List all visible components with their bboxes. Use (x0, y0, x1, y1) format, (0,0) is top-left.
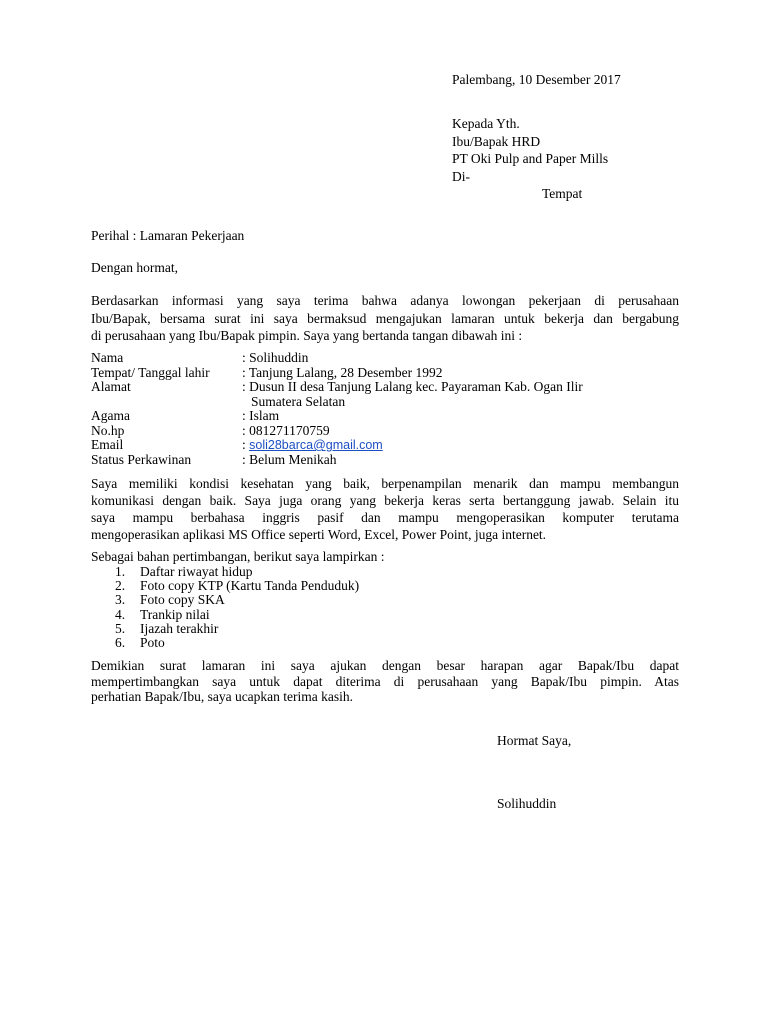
list-item (91, 592, 651, 606)
detail-label: Status Perkawinan (91, 451, 192, 467)
detail-value: : Tanjung Lalang, 28 Desember 1992 (242, 364, 443, 380)
body-paragraph (91, 476, 679, 542)
detail-row (91, 365, 651, 380)
recipient-line: PT Oki Pulp and Paper Mills (452, 151, 609, 166)
email-prefix: : (242, 437, 250, 452)
paragraph-line: mengoperasikan aplikasi MS Office seperti Word, Excel, Power Point, juga internet. (91, 527, 547, 542)
detail-row (91, 379, 651, 394)
recipient-line: Kepada Yth. (452, 116, 520, 131)
detail-label: Agama (91, 408, 130, 423)
attachments-section (91, 549, 651, 649)
detail-value: : 081271170759 (242, 422, 330, 438)
detail-row (91, 437, 651, 452)
detail-row (91, 350, 651, 365)
email-link[interactable]: soli28barca@gmail.com (249, 438, 383, 452)
list-number: 4. (115, 606, 126, 622)
recipient-line: Ibu/Bapak HRD (452, 133, 541, 149)
intro-paragraph (91, 293, 679, 343)
detail-value: : Islam (242, 408, 280, 423)
detail-label: Tempat/ Tanggal lahir (91, 364, 210, 380)
paragraph-line: perhatian Bapak/Ibu, saya ucapkan terima kasih. (91, 689, 354, 704)
attachments-intro: Sebagai bahan pertimbangan, berikut saya lampirkan : (91, 549, 385, 564)
signature-salutation: Hormat Saya, (497, 733, 572, 748)
list-text: Ijazah terakhir (140, 620, 219, 636)
detail-row (91, 408, 651, 423)
list-item (91, 621, 651, 635)
list-number: 5. (115, 620, 126, 636)
personal-details (91, 350, 651, 466)
list-number: 6. (115, 634, 126, 650)
detail-row (91, 452, 651, 467)
list-text: Daftar riwayat hidup (140, 564, 253, 579)
recipient-line: Di- (452, 168, 470, 184)
paragraph-line: Demikian surat lamaran ini saya ajukan dengan besar harapan agar Bapak/Ibu dapat (91, 658, 679, 673)
list-item (91, 578, 651, 592)
subject-line: Perihal : Lamaran Pekerjaan (91, 228, 245, 243)
detail-row (91, 394, 651, 409)
list-item (91, 607, 651, 621)
list-text: Foto copy KTP (Kartu Tanda Penduduk) (140, 578, 360, 594)
list-text: Foto copy SKA (140, 592, 225, 608)
signature-name: Solihuddin (497, 796, 557, 811)
paragraph-line: Berdasarkan informasi yang saya terima bahwa adanya lowongan pekerjaan di perusahaan (91, 293, 679, 308)
detail-label: Nama (91, 350, 124, 365)
paragraph-line: komunikasi dengan baik. Saya juga orang yang bekerja keras serta bertanggung jawab. Selain itu (91, 493, 679, 508)
paragraph-line: Ibu/Bapak, bersama surat ini saya bermaksud mengajukan lamaran untuk bekerja dan bergabung (91, 310, 679, 326)
recipient-place: Tempat (542, 186, 583, 201)
detail-label: No.hp (91, 422, 125, 438)
closing-paragraph (91, 658, 679, 704)
greeting: Dengan hormat, (91, 260, 178, 275)
detail-value: Sumatera Selatan (251, 393, 346, 409)
paragraph-line: Saya memiliki kondisi kesehatan yang baik, berpenampilan menarik dan mampu membangun (91, 476, 679, 491)
list-text: Poto (140, 634, 165, 650)
attachments-list (91, 564, 651, 649)
list-number: 3. (115, 592, 126, 608)
paragraph-line: saya mampu berbahasa inggris pasif dan mampu mengoperasikan komputer terutama (91, 510, 679, 525)
detail-value: : Belum Menikah (242, 451, 337, 467)
list-item (91, 635, 651, 649)
detail-label: Email (91, 437, 124, 452)
paragraph-line: mempertimbangkan saya untuk dapat diterima di perusahaan yang Bapak/Ibu pimpin. Atas (91, 673, 679, 689)
place-date: Palembang, 10 Desember 2017 (452, 72, 621, 87)
list-text: Trankip nilai (140, 606, 210, 622)
detail-label: Alamat (91, 379, 131, 394)
list-number: 1. (115, 564, 126, 579)
paragraph-line: di perusahaan yang Ibu/Bapak pimpin. Saya yang bertanda tangan dibawah ini : (91, 328, 523, 343)
detail-value: : Dusun II desa Tanjung Lalang kec. Payaraman Kab. Ogan Ilir (242, 379, 583, 394)
recipient-block (452, 116, 608, 201)
detail-row (91, 423, 651, 438)
detail-value: : Solihuddin (242, 350, 309, 365)
list-number: 2. (115, 578, 126, 594)
list-item (91, 564, 651, 578)
